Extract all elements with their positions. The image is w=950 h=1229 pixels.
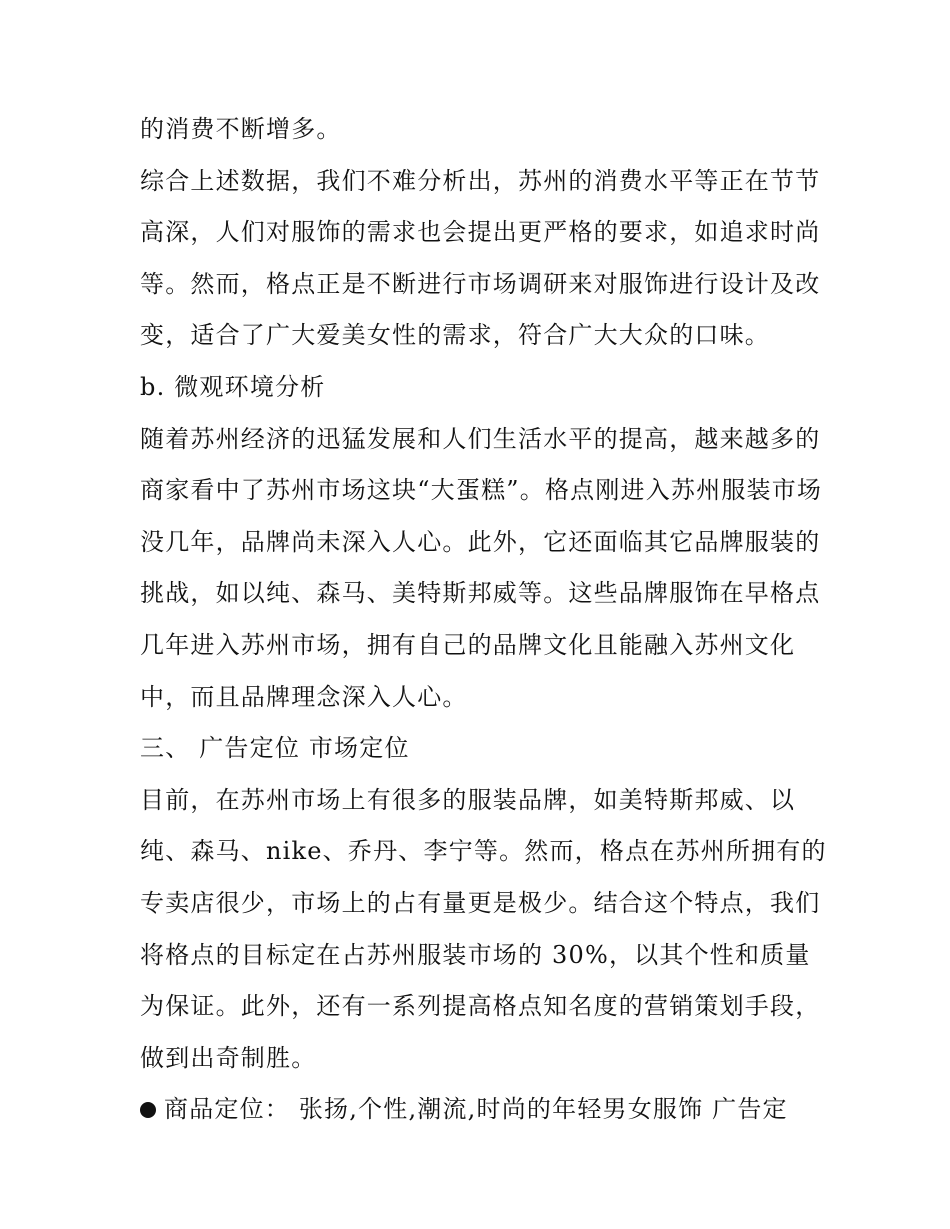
text-line: 做到出奇制胜。 (140, 1043, 317, 1072)
text-line: 高深，人们对服饰的需求也会提出更严格的要求，如追求时尚 (140, 218, 821, 247)
section-heading-ad-positioning: 三、 广告定位 市场定位 (140, 734, 410, 763)
text-line: 的消费不断增多。 (140, 115, 342, 143)
text-line: 综合上述数据，我们不难分析出，苏州的消费水平等正在节节 (140, 166, 821, 195)
text-line: 纯、森马、nike、乔丹、李宁等。然而，格点在苏州所拥有的 (140, 837, 827, 866)
text-line: 将格点的目标定在占苏州服装市场的 30%，以其个性和质量 (140, 940, 811, 969)
bullet-item-product-positioning (140, 1087, 830, 1139)
text-line: 挑战，如以纯、森马、美特斯邦威等。这些品牌服饰在早格点 (140, 579, 821, 608)
text-line: 没几年，品牌尚未深入人心。此外，它还面临其它品牌服装的 (140, 527, 821, 556)
bullet-text: 商品定位： 张扬,个性,潮流,时尚的年轻男女服饰 广告定 (164, 1095, 788, 1124)
text-line: 等。然而，格点正是不断进行市场调研来对服饰进行设计及改 (140, 269, 821, 298)
text-line: 为保证。此外，还有一系列提高格点知名度的营销策划手段， (140, 992, 821, 1021)
document-body (140, 107, 830, 1139)
text-line: 变，适合了广大爱美女性的需求，符合广大大众的口味。 (140, 321, 770, 350)
text-line: 商家看中了苏州市场这块“大蛋糕”。格点刚进入苏州服装市场 (140, 476, 823, 505)
text-line: 随着苏州经济的迅猛发展和人们生活水平的提高，越来越多的 (140, 424, 821, 453)
section-heading-micro-environment: b. 微观环境分析 (140, 372, 326, 401)
text-line: 目前，在苏州市场上有很多的服装品牌，如美特斯邦威、以 (140, 785, 796, 814)
bullet-icon (140, 1102, 156, 1118)
text-line: 几年进入苏州市场，拥有自己的品牌文化且能融入苏州文化 (140, 630, 796, 659)
text-line: 专卖店很少，市场上的占有量更是极少。结合这个特点，我们 (140, 888, 821, 917)
text-line: 中，而且品牌理念深入人心。 (140, 682, 468, 711)
